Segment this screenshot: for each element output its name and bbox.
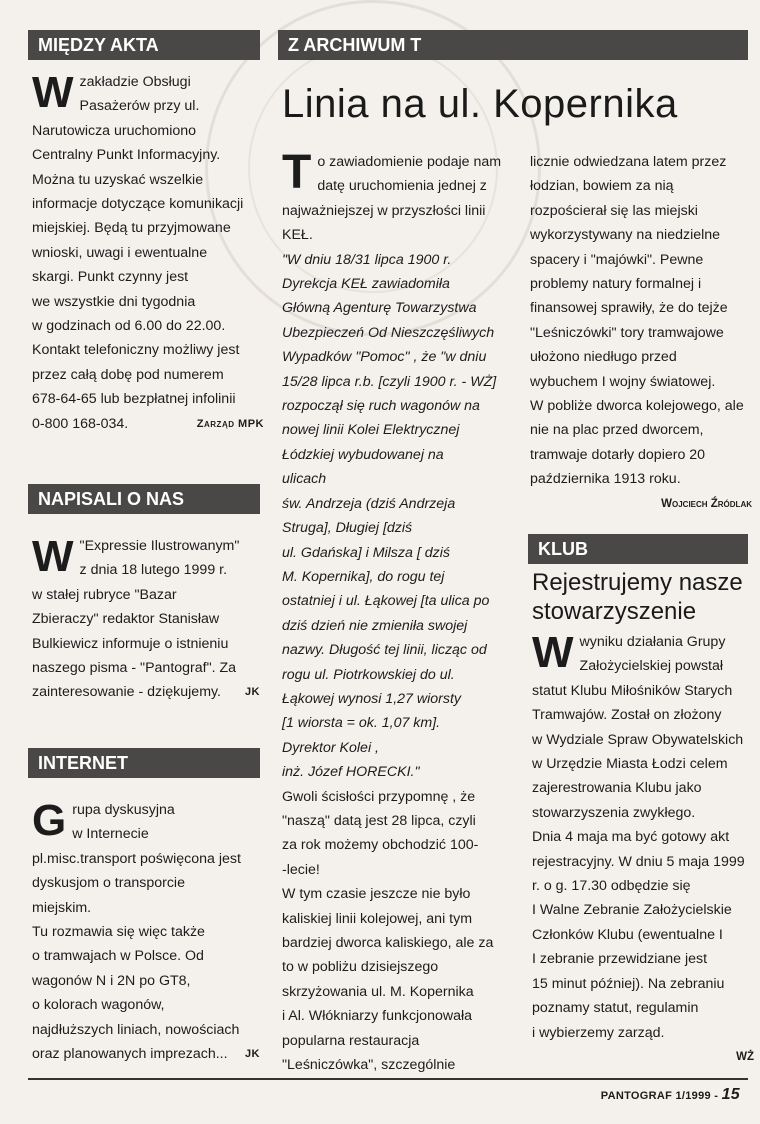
text-line: spacery i "majówki". Pewne bbox=[530, 251, 704, 268]
text-line: skargi. Punkt czynny jest bbox=[32, 269, 189, 286]
text-line: popularna restauracja bbox=[282, 1032, 420, 1049]
text-line: o tramwajach w Polsce. Od bbox=[32, 948, 204, 965]
text-line: z dnia 18 lutego 1999 r. bbox=[79, 562, 228, 579]
text-line: najważniejszej w przyszłości linii bbox=[282, 202, 486, 219]
section-header-klub: KLUB bbox=[528, 534, 748, 564]
text-line: Łódzkiej wybudowanej na bbox=[282, 446, 444, 463]
text-line: Dyrektor Kolei , bbox=[282, 739, 379, 756]
text-line: informacje dotyczące komunikacji bbox=[32, 196, 244, 213]
text-line: 678-64-65 lub bezpłatnej infolinii bbox=[32, 391, 236, 408]
text-line: wagonów N i 2N po GT8, bbox=[32, 972, 191, 989]
text-line: Narutowicza uruchomiono bbox=[32, 122, 197, 139]
footer-rule bbox=[28, 1078, 748, 1080]
text-line: finansowej sprawiły, że do tejże bbox=[530, 300, 728, 317]
text-line: Założycielskiej powstał bbox=[579, 658, 724, 675]
text-line: [1 wiorsta = ok. 1,07 km]. bbox=[282, 715, 441, 732]
text-line: skrzyżowania ul. M. Kopernika bbox=[282, 983, 474, 1000]
text-line: 0-800 168-034. bbox=[32, 415, 129, 432]
text-line: poznamy statut, regulamin bbox=[532, 1000, 699, 1017]
text-line-last bbox=[32, 1042, 260, 1066]
text-line-last bbox=[32, 412, 264, 436]
text-line: i Al. Włókniarzy funkcjonowała bbox=[282, 1008, 473, 1025]
text-line: Wypadków "Pomoc" , że "w dniu bbox=[282, 349, 487, 366]
text-line: "Leśniczówka", szczególnie bbox=[282, 1057, 456, 1074]
text-line: "naszą" datą jest 28 lipca, czyli bbox=[282, 812, 476, 829]
article-internet bbox=[32, 798, 260, 1066]
section-header-internet: INTERNET bbox=[28, 748, 260, 778]
text-line: Łąkowej wynosi 1,27 wiorsty bbox=[282, 690, 461, 707]
text-line: zainteresowanie - dziękujemy. bbox=[32, 684, 221, 701]
dropcap: W bbox=[32, 68, 74, 117]
text-line: I zebranie przewidziane jest bbox=[532, 951, 708, 968]
text-line: pl.misc.transport poświęcona jest bbox=[32, 850, 241, 867]
page-footer bbox=[601, 1086, 740, 1104]
text-line: Pasażerów przy ul. bbox=[79, 98, 200, 115]
text-line: dziś dzień nie zmieniła swojej bbox=[282, 617, 468, 634]
text-line: M. Kopernika], do rogu tej bbox=[282, 568, 445, 585]
text-line: ostatniej i ul. Łąkowej [ta ulica po bbox=[282, 593, 490, 610]
text-line: "W dniu 18/31 lipca 1900 r. bbox=[282, 251, 452, 268]
text-line: rogu ul. Piotrkowskiej do ul. bbox=[282, 666, 455, 683]
text-line: Gwoli ścisłości przypomnę , że bbox=[282, 788, 476, 805]
headline-line: stowarzyszenie bbox=[532, 598, 697, 625]
text-line: rupa dyskusyjna bbox=[72, 802, 175, 818]
text-line: 15/28 lipca r.b. [czyli 1900 r. - WŻ] bbox=[282, 373, 497, 390]
text-line: "Expressie Ilustrowanym" bbox=[79, 538, 240, 554]
footer-text: PANTOGRAF 1/1999 - bbox=[600, 1090, 719, 1102]
text-line-last bbox=[32, 680, 260, 704]
text-line: licznie odwiedzana latem przez bbox=[530, 154, 727, 170]
text-line: W pobliże dworca kolejowego, ale bbox=[530, 398, 744, 415]
signature: JK bbox=[244, 686, 260, 699]
text-line: o kolorach wagonów, bbox=[32, 997, 165, 1014]
text-line: statut Klubu Miłośników Starych bbox=[532, 682, 733, 699]
headline-line: Rejestrujemy nasze bbox=[532, 569, 743, 596]
text-line: wybuchem I wojny światowej. bbox=[530, 373, 716, 390]
text-line: ul. Gdańska] i Milsza [ dziś bbox=[282, 544, 450, 561]
text-line: Tramwajów. Został on złożony bbox=[532, 707, 722, 724]
text-line: Zbieraczy" redaktor Stanisław bbox=[32, 611, 220, 628]
article-miedzy-akta bbox=[32, 70, 264, 436]
signature: Zarząd MPK bbox=[196, 417, 264, 430]
text-line: datę uruchomienia jednej z bbox=[317, 178, 487, 195]
text-line: św. Andrzeja (dziś Andrzeja bbox=[282, 495, 456, 512]
text-line: inż. Józef HORECKI." bbox=[282, 764, 420, 781]
text-line: rozpoczął się ruch wagonów na bbox=[282, 398, 480, 415]
text-line: w Wydziale Spraw Obywatelskich bbox=[532, 731, 744, 748]
text-line: to w pobliżu dzisiejszego bbox=[282, 959, 439, 976]
text-line: w Internecie bbox=[72, 826, 149, 843]
text-line: Dyrekcja KEŁ zawiadomiła bbox=[282, 276, 450, 293]
section-header-archiwum: Z ARCHIWUM T bbox=[278, 30, 748, 60]
text-line: w stałej rubryce "Bazar bbox=[32, 586, 177, 603]
article-archiwum-col2 bbox=[530, 150, 752, 516]
text-line: października 1913 roku. bbox=[530, 471, 681, 488]
text-line: miejskiej. Będą tu przyjmowane bbox=[32, 220, 231, 237]
text-line: wykorzystywany na niedzielne bbox=[530, 227, 721, 244]
text-line: zajerestrowania Klubu jako bbox=[532, 780, 702, 797]
text-line: Można tu uzyskać wszelkie bbox=[32, 171, 204, 188]
signature: WŻ bbox=[736, 1050, 754, 1063]
page-number: 15 bbox=[721, 1086, 740, 1103]
article-klub bbox=[532, 630, 754, 1069]
dropcap: T bbox=[282, 146, 312, 199]
section-header-napisali: NAPISALI O NAS bbox=[28, 484, 260, 514]
text-line: "Leśniczówki" tory tramwajowe bbox=[530, 324, 724, 341]
text-line: naszego pisma - "Pantograf". Za bbox=[32, 660, 237, 677]
text-line: Główną Agenturę Towarzystwa bbox=[282, 300, 477, 317]
dropcap: G bbox=[32, 796, 67, 845]
text-line: najdłuższych liniach, nowościach bbox=[32, 1021, 240, 1038]
text-line: Struga], Długiej [dziś bbox=[282, 520, 413, 537]
text-line: Tu rozmawia się więc także bbox=[32, 924, 205, 941]
text-line: tramwaje dotarły dopiero 20 bbox=[530, 446, 706, 463]
text-line: w godzinach od 6.00 do 22.00. bbox=[32, 318, 226, 335]
text-line: ułożono niedługo przed bbox=[530, 349, 677, 366]
text-line: stowarzyszenia zwykłego. bbox=[532, 804, 696, 821]
text-line: nie na plac przed dworcem, bbox=[530, 422, 704, 439]
dropcap: W bbox=[532, 628, 574, 677]
text-line: Centralny Punkt Informacyjny. bbox=[32, 147, 221, 164]
text-line: r. o g. 17.30 odbędzie się bbox=[532, 878, 691, 895]
klub-headline bbox=[532, 568, 754, 626]
text-line: I Walne Zebranie Założycielskie bbox=[532, 902, 732, 919]
text-line: Ubezpieczeń Od Nieszczęśliwych bbox=[282, 324, 495, 341]
text-line: ulicach bbox=[282, 471, 327, 488]
text-line: rozpościerał się las miejski bbox=[530, 202, 698, 219]
text-line: przez całą dobę pod numerem bbox=[32, 366, 224, 383]
text-line: dyskusjom o transporcie bbox=[32, 875, 185, 892]
text-line: KEŁ. bbox=[282, 227, 313, 244]
article-headline: Linia na ul. Kopernika bbox=[282, 82, 678, 126]
signature: JK bbox=[244, 1048, 260, 1061]
text-line: za rok możemy obchodzić 100- bbox=[282, 837, 479, 854]
text-line: Kontakt telefoniczny możliwy jest bbox=[32, 342, 240, 359]
text-line: Członków Klubu (ewentualne I bbox=[532, 926, 723, 943]
text-line: 15 minut później). Na zebraniu bbox=[532, 975, 725, 992]
text-line: wnioski, uwagi i ewentualne bbox=[32, 244, 208, 261]
text-line: wyniku działania Grupy bbox=[579, 634, 726, 650]
article-archiwum-col1 bbox=[282, 146, 522, 1077]
text-line: Dnia 4 maja ma być gotowy akt bbox=[532, 829, 730, 846]
text-line: kaliskiej linii kolejowej, ani tym bbox=[282, 910, 473, 927]
text-line: w Urzędzie Miasta Łodzi celem bbox=[532, 756, 728, 773]
section-header-miedzy-akta: MIĘDZY AKTA bbox=[28, 30, 260, 60]
text-line: i wybierzemy zarząd. bbox=[532, 1024, 665, 1041]
text-line: -lecie! bbox=[282, 861, 320, 878]
article-napisali bbox=[32, 534, 260, 705]
text-line: W tym czasie jeszcze nie było bbox=[282, 886, 471, 903]
text-line: problemy natury formalnej i bbox=[530, 276, 702, 293]
text-line: nazwy. Długość tej linii, licząc od bbox=[282, 642, 487, 659]
text-line: rejestracyjny. W dniu 5 maja 1999 bbox=[532, 853, 745, 870]
text-line: o zawiadomienie podaje nam bbox=[317, 154, 502, 170]
dropcap: W bbox=[32, 532, 74, 581]
text-line: zakładzie Obsługi bbox=[79, 74, 191, 90]
text-line: Bulkiewicz informuje o istnieniu bbox=[32, 635, 229, 652]
text-line: oraz planowanych imprezach... bbox=[32, 1046, 228, 1063]
text-line: we wszystkie dni tygodnia bbox=[32, 293, 196, 310]
signature: Wojciech Źródlak bbox=[661, 497, 752, 510]
text-line: nowej linii Kolei Elektrycznej bbox=[282, 422, 460, 439]
text-line: bardziej dworca kaliskiego, ale za bbox=[282, 935, 494, 951]
text-line: łodzian, bowiem za nią bbox=[530, 178, 674, 195]
text-line: miejskim. bbox=[32, 899, 92, 916]
